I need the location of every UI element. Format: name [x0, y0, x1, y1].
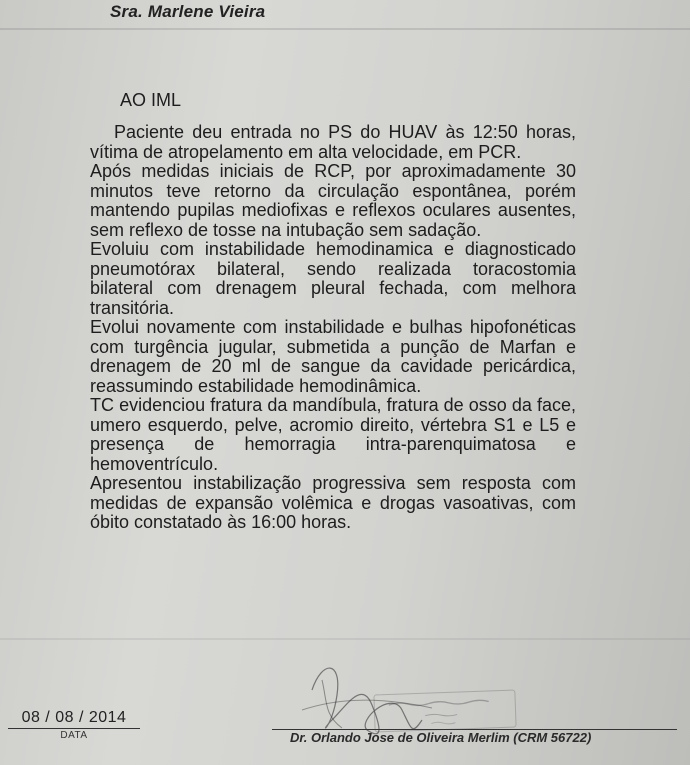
patient-name: Sra. Marlene Vieira	[110, 2, 266, 21]
paragraph: Evolui novamente com instabilidade e bulhas hipofonéticas com turgência jugular, submetida a punção de Marfan e drenagem de 20 ml de sangue da cavidade pericárdica, reassumindo estabilidade hemodinâmica.	[90, 317, 576, 396]
paper-fold	[0, 28, 690, 30]
paragraph: Evoluiu com instabilidade hemodinamica e diagnosticado pneumotórax bilateral, sendo realizada toracostomia bilateral com drenagem pleural fechada, com melhora transitória.	[90, 239, 576, 318]
paragraph: TC evidenciou fratura da mandíbula, fratura de osso da face, umero esquerdo, pelve, acromio direito, vértebra S1 e L5 e presença de hemorragia intra-parenquimatosa e hemoventrículo.	[90, 395, 576, 474]
doctor-name: Dr. Orlando Jose de Oliveira Merlim (CRM 56722)	[290, 730, 592, 745]
paragraph: Após medidas iniciais de RCP, por aproximadamente 30 minutos teve retorno da circulação espontânea, porém mantendo pupilas mediofixas e reflexos oculares ausentes, sem reflexo de tosse na intubação sem sadação.	[90, 161, 576, 240]
date-label: DATA	[60, 730, 88, 741]
date-value: 08 / 08 / 2014	[8, 709, 140, 729]
date-block	[8, 709, 140, 741]
paragraph: Apresentou instabilização progressiva sem resposta com medidas de expansão volêmica e drogas vasoativas, com óbito constatado às 16:00 horas.	[90, 473, 576, 532]
addressee: AO IML	[120, 90, 182, 110]
paragraph: Paciente deu entrada no PS do HUAV às 12:50 horas, vítima de atropelamento em alta velocidade, em PCR.	[90, 122, 576, 162]
signature-block	[262, 680, 682, 760]
paper-fold	[0, 638, 690, 640]
letter-body	[90, 123, 576, 533]
